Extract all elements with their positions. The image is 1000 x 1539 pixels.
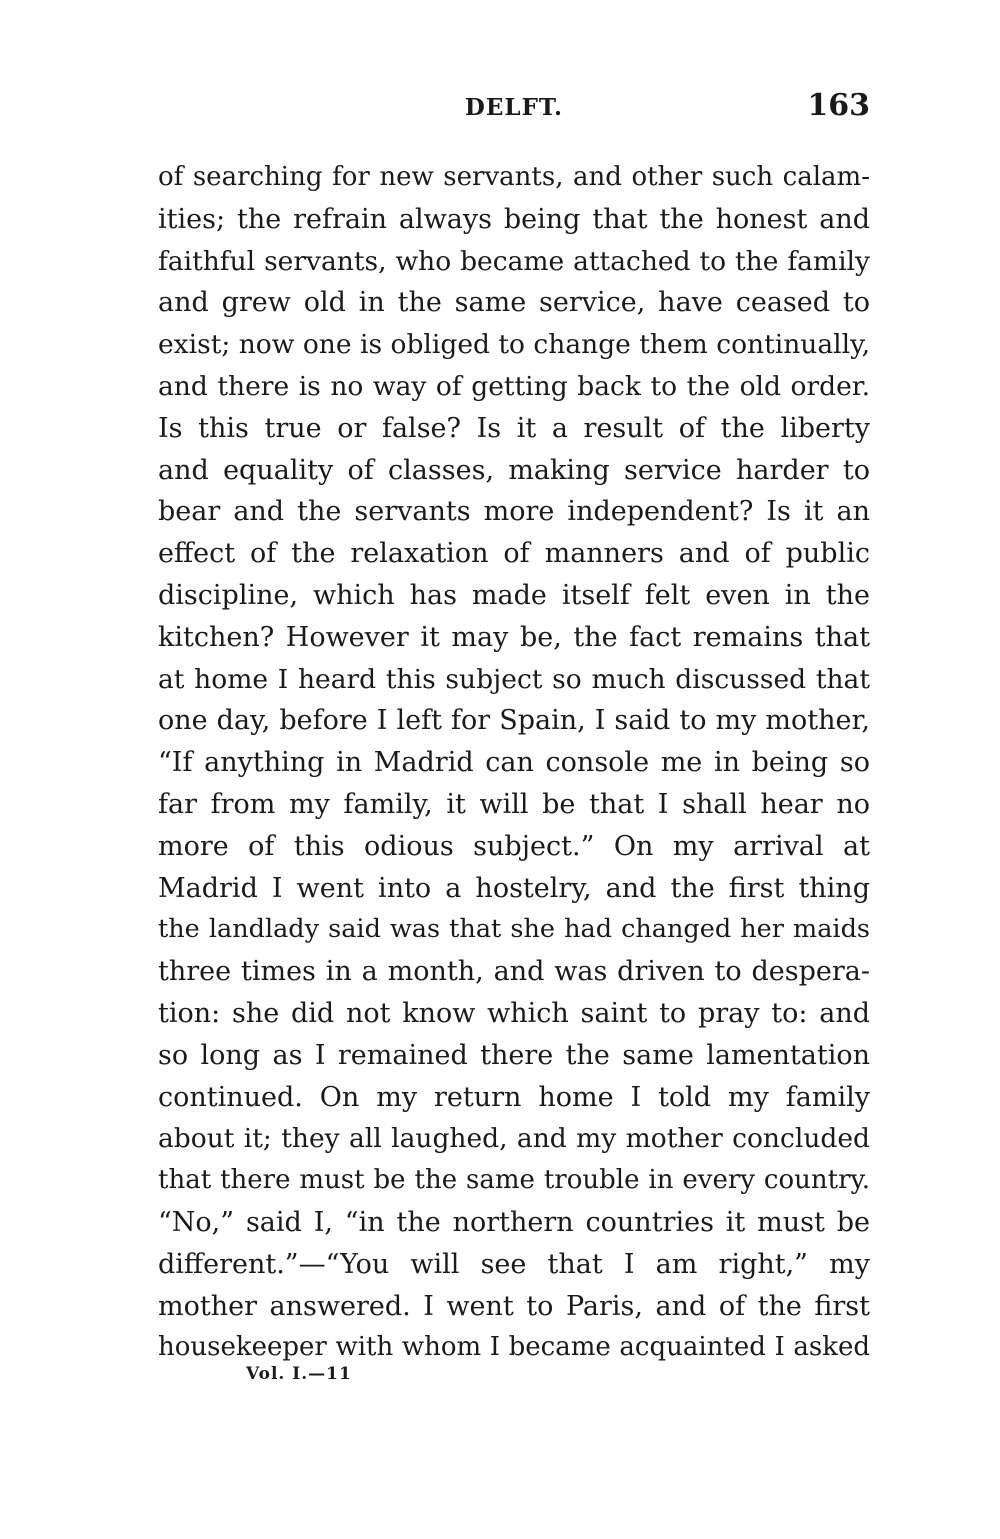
text-line: mother answered. I went to Paris, and of the first bbox=[158, 1290, 870, 1322]
running-title: DELFT. bbox=[464, 94, 564, 121]
text-line: the landlady said was that she had changed her maids bbox=[158, 914, 870, 945]
signature-mark: Vol. I.—11 bbox=[246, 1364, 352, 1384]
text-line: Is this true or false? Is it a result of the liberty bbox=[158, 412, 870, 444]
text-line: “No,” said I, “in the northern countries it must be bbox=[158, 1206, 870, 1238]
text-line: different.”—“You will see that I am right,” my bbox=[158, 1248, 870, 1280]
text-line: faithful servants, who became attached to the family bbox=[158, 245, 870, 277]
text-line: continued. On my return home I told my family bbox=[158, 1081, 870, 1113]
text-line: more of this odious subject.” On my arrival at bbox=[158, 830, 870, 862]
running-head bbox=[158, 88, 870, 128]
text-line: that there must be the same trouble in every country. bbox=[158, 1165, 870, 1196]
text-line: three times in a month, and was driven to despera- bbox=[158, 956, 870, 988]
text-line: Madrid I went into a hostelry, and the first thing bbox=[158, 872, 870, 904]
body-text bbox=[158, 157, 870, 1369]
text-line: tion: she did not know which saint to pray to: and bbox=[158, 997, 870, 1029]
text-line: about it; they all laughed, and my mother concluded bbox=[158, 1123, 870, 1155]
text-line: and there is no way of getting back to the old order. bbox=[158, 370, 870, 402]
text-line: and grew old in the same service, have ceased to bbox=[158, 287, 870, 319]
page-number: 163 bbox=[807, 88, 870, 123]
text-line: ities; the refrain always being that the honest and bbox=[158, 203, 870, 235]
text-line: exist; now one is obliged to change them continually, bbox=[158, 329, 870, 361]
text-line: of searching for new servants, and other such calam- bbox=[158, 162, 870, 192]
text-line: effect of the relaxation of manners and of public bbox=[158, 538, 870, 570]
text-line: housekeeper with whom I became acquainted I asked bbox=[158, 1332, 870, 1363]
text-line: “If anything in Madrid can console me in being so bbox=[158, 747, 870, 779]
text-line: bear and the servants more independent? Is it an bbox=[158, 496, 870, 528]
text-line: so long as I remained there the same lamentation bbox=[158, 1039, 870, 1071]
text-line: far from my family, it will be that I shall hear no bbox=[158, 788, 870, 820]
text-line: kitchen? However it may be, the fact remains that bbox=[158, 621, 870, 653]
text-line: at home I heard this subject so much discussed that bbox=[158, 663, 870, 695]
text-line: and equality of classes, making service harder to bbox=[158, 454, 870, 486]
text-line: one day, before I left for Spain, I said to my mother, bbox=[158, 705, 870, 737]
text-line: discipline, which has made itself felt even in the bbox=[158, 579, 870, 611]
